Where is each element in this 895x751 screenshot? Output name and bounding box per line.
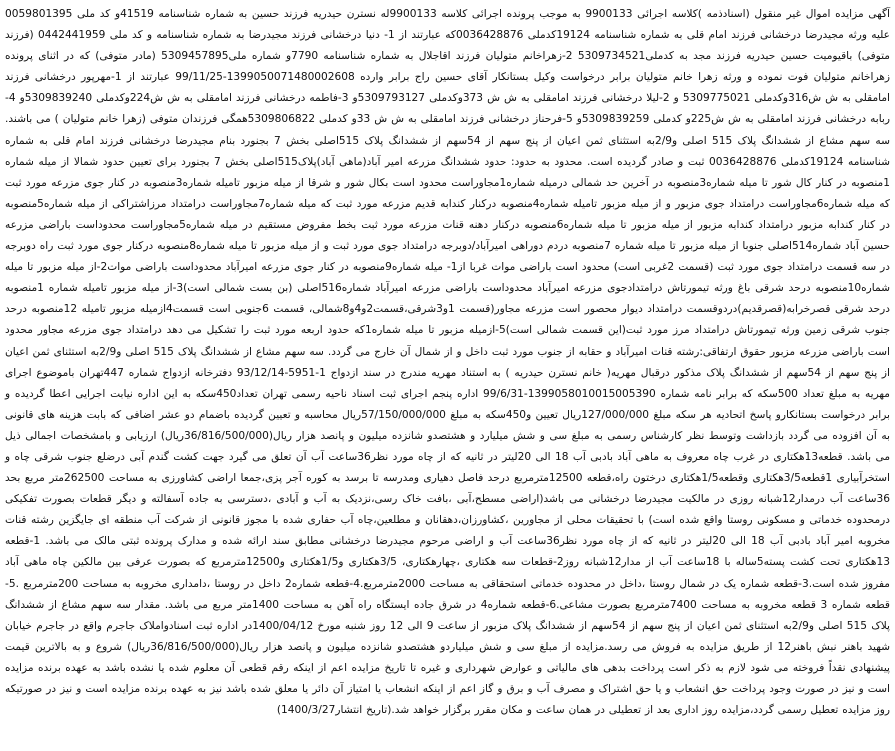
auction-notice-text: آگهی مزایده اموال غیر منقول (اسنادذمه )کلاسه اجرائی 9900133 به موجب پرونده اجرائی کلاسه 9900133له نسترن حیدریه فرزند حسین به شماره شناسنامه 41519و کد ملی 0059801395 علیه ورثه مجیدرضا درخشانی فرزند امام قلی به شماره شناسنامه 19124کدملی 0036428876که عبارتند از 1- دنیا درخشانی فرزند مجیدرضا به شماره شناسنامه و کد ملی 0442441959 (فرزند متوفی) باقیومیت حسین حیدریه فرزند مجد به کدملی5309734521 2-زهراخانم متولیان فرزند اقاجلال به شماره شناسنامه 7790و شماره ملی5309457895 (مادر متوفی) که در اثنای پرونده زهراخانم متولیان فوت نموده و ورثه زهرا خانم متولیان برابر درخواست وکیل بستانکار آقای حسین راج برابر وارده 1399050071480002608-99/11/25 عبارتند از 1-مهرپور درخشانی فرزند امامقلی به ش ش316وکدملی 5309775021 و 2-لیلا درخشانی فرزند امامقلی به ش ش 373وکدملی 5309793127و 3-فاطمه درخشانی فرزند امامقلی به ش ش224وکدملی 5309839240و 4-ربابه درخشانی فرزند امامقلی به ش ش225و کدملی 5309839259و 5-فرحناز درخشانی فرزند امامقلی به ش ش 33و کدملی 5309806822همگی فرزندان متوفی (زهرا خانم متولیان ) می باشند. سه سهم مشاع از ششدانگ پلاک 515 اصلی و2/9به استثنای ثمن اعیان از پنج سهم از 54سهم از ششدانگ پلاک 515اصلی بخش 7 بجنورد بنام مجیدرضا درخشانی فرزند امام قلی به شماره شناسنامه 19124کدملی 0036428876 ثبت و صادر گردیده است. محدود به حدود: حدود ششدانگ مزرعه امیر آباد(ماهی آباد)پلاک515اصلی بخش 7 بجنورد برای تعیین حدود شمالا از میله شماره 1منصوبه در کنار کال شور تا میله شماره3منصوبه در آخرین حد شمالی درمیله شماره1مجاوراست محدود است بکال شور و شرقا از میله مزبور تامیله شماره3منصوبه در کنار جوی مزرعه مورد ثبت که میله شماره6مجاوراست درامتداد جوی مزبور و از میله مزبور تامیله شماره4منصوبه درکنار کندابه قدیم مزرعه مورد ثبت که میله شماره7مجاوراست درامتداد مرزاشتراکی از میله شماره5منصوبه در کنار کندابه مزبور درامتداد کندابه مزبور از میله مزبور تا میله شماره6منصوبه درکنار دهنه قنات مزرعه مورد ثبت بخط مفروض مستقیم در میله شماره5مجاوراست محدوداست باراضی مزرعه حسین آباد شماره514اصلی جنوبا از میله مزبور تا میله شماره 7منصوبه دردم دوراهی امیرآباد/دوبرجه درامتداد جوی مورد ثبت و از میله مزبور تا میله شماره8منصوبه درکنار جوی مورد ثبت راه دوبرجه در سه قسمت درامتداد جوی مورد ثبت (قسمت 2غربی است) محدود است باراضی موات غربا از1- میله شماره9منصوبه در کنار جوی مزرعه امیرآباد محدوداست باراضی موات2-از میله مزبور تا میله شماره10منصوبه درحد شرقی باغ ورثه تیمورتاش درامتدادجوی مزرعه امیرآباد محدوداست باراضی مزرعه امیرآباد شماره516اصلی (بن بست شمالی است)3-از میله مزبور تامیله شماره 1منصوبه درحد شرقی قصرخرابه(قصرقدیم)دردوقسمت درامتداد دیوار محصور است مزرعه مجاور(قسمت 1و3شرقی،قسمت2و4و8شمالی، قسمت 6جنوبی است قسمت4ازمیله مزبور تامیله 12منصوبه درحد جنوب شرقی زمین ورثه تیمورتاش درامتداد مرز مورد ثبت(این قسمت شمالی است)5-ازمیله مزبور تا میله شماره1که حدود اربعه مورد ثبت را تشکیل می دهد درامتداد جوی مزرعه مجاور محدود است باراضی مزرعه مزبور حقوق ارتفاقی:رشته قنات امیرآباد و حقابه از جنوب مورد ثبت داخل و از شمال آن خارج می گردد. سه سهم مشاع از ششدانگ پلاک 515 اصلی و2/9به استثنای ثمن اعیان از پنج سهم از 54سهم از ششدانگ پلاک مذکور درقبال مهریه( خانم نسترن حیدریه ) به استناد مهریه مندرج در سند ازدواج 1-5951-93/12/14 دفترخانه ازدواج شماره 447تهران باموضوع اجرای مهریه به مبلغ تعداد 500سکه که برابر نامه شماره 1399058010015005390-99/6/31 اداره پنجم اجرای ثبت اسناد ناحیه رسمی تهران تعداد450سکه به این اداره نیابت اجرایی اعطا گردیده و برابر درخواست بستانکارو پاسخ اتحادیه هر سکه مبلغ 127/000/000ریال تعیین و450سکه به مبلغ 57/150/000/000ریال محاسبه و تعیین گردیده باضمام دو عشر اضافی که بابت هزینه های قانونی به آن افزوده می گردد بازداشت وتوسط نظر کارشناس رسمی به مبلغ سی و شش میلیارد و هشتصدو شانزده میلیون و پانصد هزار ریال(36/816/500/000ریال) ارزیابی و بامشخصات اجمالی ذیل می باشد. قطعه13هکتاری در غرب چاه معروف به ماهی آباد بادبی آب 18 الی 20لیتر در ثانیه که از چاه مورد نظر36ساعت آب آن تعلق می گیرد جهت کشت گندم آبی درضلع جنوب شرقی چاه و استخرآبیاری 1قطعه3/5هکتاری وقطعه1/5هکتاری درختون راه،قطعه 12500مترمربع درحد فاصل دهیاری ومدرسه تا برسد به کوره آجر پزی،جمعا اراضی کشاورزی به مساحت 262500متر مربع بحد 36ساعت آب درمدار12شبانه روزی در مالکیت مجیدرضا درخشانی می باشد(اراضی مسطح،آبی ،بافت خاک رسی،نزدیک به آب و آبادی ،دسترسی به جاده آسفالته و دیگر قطعات بصورت تفکیکی درمحدوده خدماتی و مسکونی روستا واقع شده است) با تحقیقات محلی از مجاورین ،کشاورزان،دهقانان و مطلعین،چاه آب حفاری شده با مجوز قانونی از شرکت آب منطقه ای جایگزین رشته قنات مخروبه امیر آباد بادبی آب 18 الی 20لیتر در ثانیه که از چاه مورد نظر36ساعت آب و اراضی مرحوم مجیدرضا درخشانی مطابق سند ارائه شده و مدارک پرونده ثبتی مالک می باشد. 1-قطعه 13هکتاری تحت کشت پسته5ساله با 18ساعت آب از مدار12شبانه روز2-قطعات سه هکتاری ،چهارهکتاری، 3/5هکتاری و1/5هکتاری و12500مترمربع که بصورت عرفی بین مالکین چاه ماهی آباد مفروز شده است.3-قطعه شماره یک در شمال روستا ،داخل در محدوده خدماتی استحقاقی به مساحت 2000مترمربع.4-قطعه شماره2 داخل در روستا ،دامداری مخروبه به مساحت 200مترمربع .5- قطعه شماره 3 قطعه مخروبه به مساحت 7400مترمربع بصورت مشاعی.6-قطعه شماره4 در شرق جاده ایستگاه راه آهن به مساحت 1400متر مربع می باشد. مقدار سه سهم مشاع از ششدانگ پلاک 515 اصلی و2/9به استثنای ثمن اعیان از پنج سهم از 54سهم از ششدانگ پلاک مزبور از ساعت 9 الی 12 روز شنبه مورخ 1400/04/12در اداره ثبت اسنادواملاک جاجرم واقع در جاجرم خیابان شهید باهنر نبش باهنر12 از طریق مزایده به فروش می رسد.مزایده از مبلغ سی و شش میلیاردو هشتصدو شانزده میلیون و پانصد هزار ریال(36/816/500/000ریال) شروع و به بالاترین قیمت پیشنهادی نقداً فروخته می شود لازم به ذکر است پرداخت بدهی های مالیاتی و عوارض شهرداری و غیره تا تاریخ مزایده اعم از اینکه رقم قطعی آن معلوم شده یا نشده باشد به عهده برنده مزایده است و نیز در صورت وجود پرداخت حق انشعاب و یا حق اشتراک و مصرف آب و برق و گاز اعم از اینکه انشعاب یا امتیاز آن دائر یا معلق شده باشد نیز به عهده برنده مزایده است و نیز در صورتیکه روز مزایده تعطیل رسمی گردد،مزایده روز اداری بعد از تعطیلی در همان ساعت و مکان مقرر برگزار خواهد شد.(تاریخ انتشار1400/3/27) [5,8,891,717]
